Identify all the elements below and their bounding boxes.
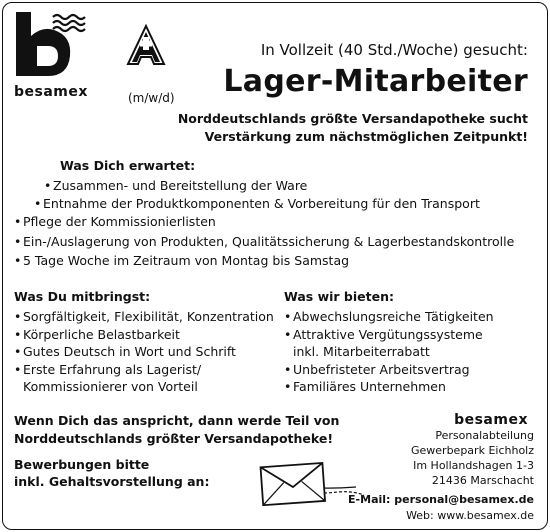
apotheke-a-icon (126, 24, 166, 66)
bring-item: • Gutes Deutsch in Wort und Schrift (14, 344, 236, 359)
offer-item: • Abwechslungsreiche Tätigkeiten (284, 309, 494, 324)
gender-note: (m/w/d) (128, 91, 175, 105)
cta-line-2: Norddeutschlands größter Versandapotheke! (14, 431, 334, 446)
expect-item: • Pflege der Kommissionierlisten (14, 214, 216, 229)
apply-line-2: inkl. Gehaltsvorstellung an: (14, 474, 210, 489)
waves-icon (52, 12, 86, 34)
apply-line-1: Bewerbungen bitte (14, 457, 150, 472)
offer-item: • Unbefristeter Arbeitsvertrag (284, 361, 470, 377)
expect-item: • 5 Tage Woche im Zeitraum von Montag bis Samstag (14, 253, 350, 268)
expect-item-text: Zusammen- und Bereitstellung der Ware (53, 178, 308, 193)
offer-item: • Attraktive Vergütungssysteme inkl. Mitarbeiterrabatt (284, 326, 483, 359)
bring-item: • Sorgfältigkeit, Flexibilität, Konzentration (14, 309, 274, 324)
lead-line-1: Norddeutschlands größte Versandapotheke sucht (177, 111, 528, 126)
expect-item: • Entnahme der Produktkomponenten & Vorbereitung für den Transport (34, 196, 480, 211)
bring-item: • Körperliche Belastbarkeit (14, 326, 180, 342)
contact-street-2: Im Hollandshagen 1-3 (413, 459, 534, 472)
contact-dept: Personalabteilung (435, 429, 534, 442)
contact-email[interactable]: E-Mail: personal@besamex.de (348, 493, 534, 506)
expect-item: • Zusammen- und Bereitstellung der Ware (44, 178, 308, 193)
besamex-logo (12, 10, 88, 105)
contact-street-1: Gewerbepark Eichholz (411, 444, 534, 457)
contact-company: besamex (454, 412, 528, 428)
offer-item: • Familiäres Unternehmen (284, 379, 446, 394)
expect-item-text: Ein-/Auslagerung von Produkten, Qualitätssicherung & Lagerbestandskontrolle (23, 234, 515, 249)
expect-item-text: Pflege der Kommissionierlisten (23, 214, 216, 229)
bring-item: • Erste Erfahrung als Lagerist/ Kommissionierer von Vorteil (14, 361, 202, 394)
bring-heading: Was Du mitbringst: (14, 289, 151, 304)
contact-web[interactable]: Web: www.besamex.de (406, 509, 534, 522)
cta-line-1: Wenn Dich das anspricht, dann werde Teil von (14, 413, 340, 428)
logo-word: besamex (14, 84, 88, 100)
job-title: Lager-Mitarbeiter (223, 64, 528, 99)
contact-city: 21436 Marschacht (431, 474, 534, 487)
expect-heading: Was Dich erwartet: (60, 158, 196, 173)
lead-line-2: Verstärkung zum nächstmöglichen Zeitpunkt! (204, 129, 528, 144)
offer-heading: Was wir bieten: (284, 289, 394, 304)
expect-item-text: Entnahme der Produktkomponenten & Vorbereitung für den Transport (43, 196, 480, 211)
job-subline: In Vollzeit (40 Std./Woche) gesucht: (260, 41, 528, 59)
expect-item: • Ein-/Auslagerung von Produkten, Qualitätssicherung & Lagerbestandskontrolle (14, 234, 515, 249)
bring-column (14, 289, 274, 396)
expect-item-text: 5 Tage Woche im Zeitraum von Montag bis Samstag (23, 253, 350, 268)
offer-column (284, 289, 494, 396)
